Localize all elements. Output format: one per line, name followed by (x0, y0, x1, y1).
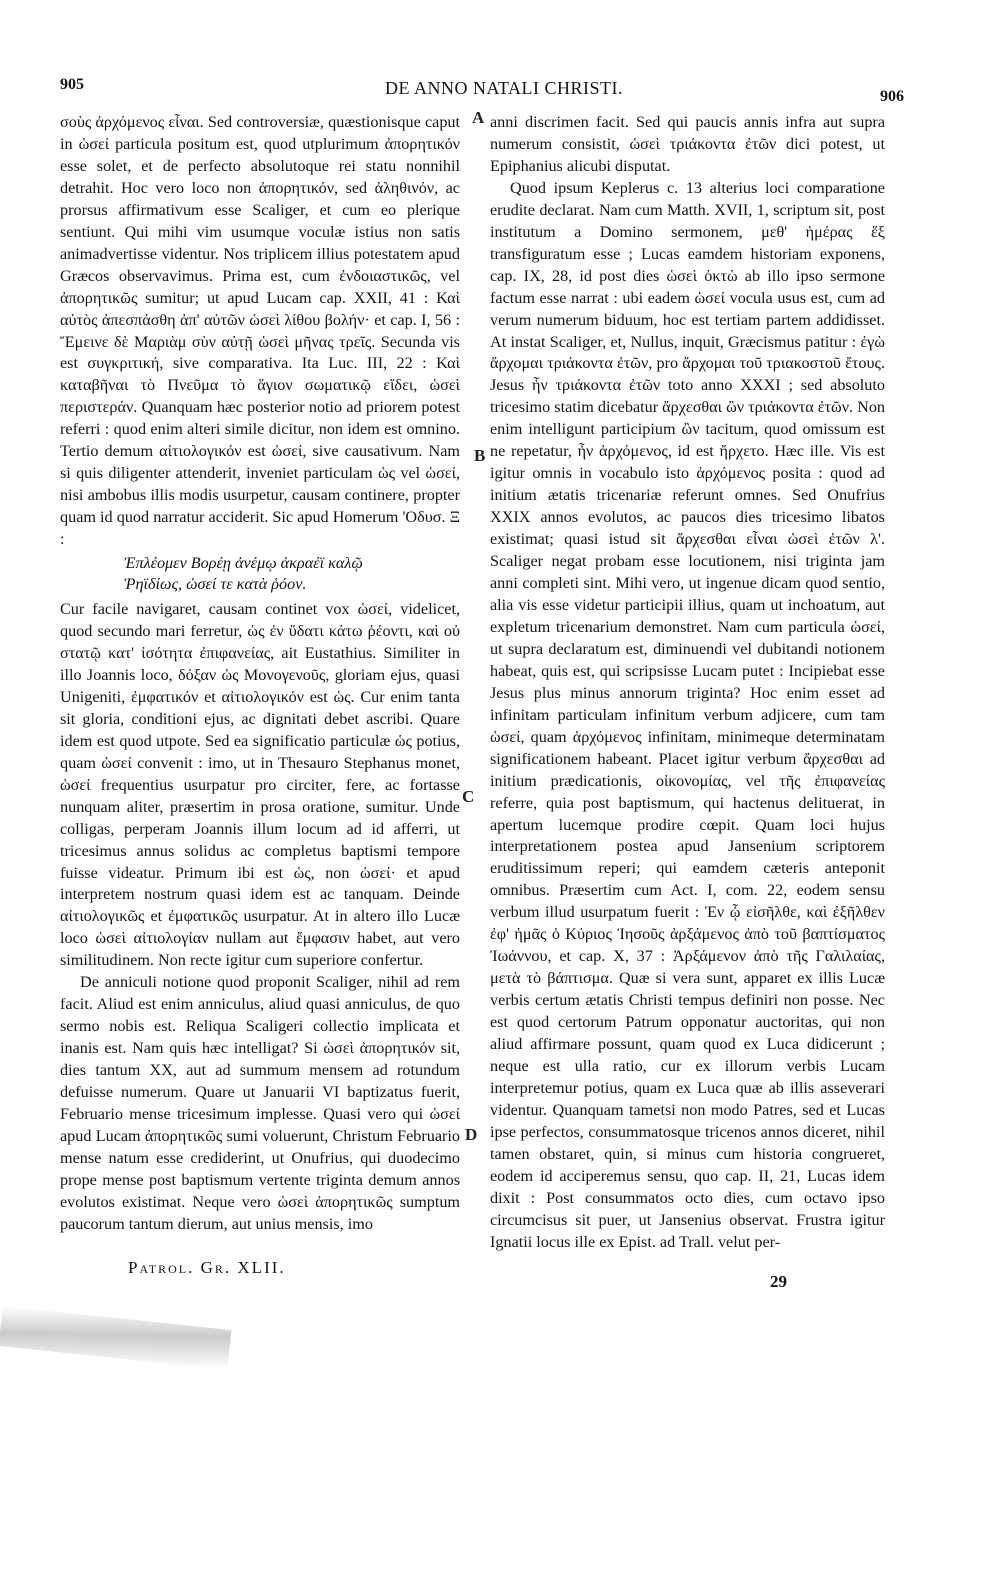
section-marker-b: B (474, 446, 486, 465)
section-marker-a: A (472, 108, 485, 127)
right-paragraph-1: anni discrimen facit. Sed qui paucis annis infra aut supra numerum consistit, ὡσεὶ τριάκοντα ἐτῶν dici potest, ut Epiphanius alicubi disputat. (490, 113, 885, 175)
footer-sheet-number: 29 (770, 1272, 787, 1291)
left-paragraph-1: σοὺς ἀρχόμενος εἶναι. Sed controversiæ, quæstionisque caput in ὡσεί particula positum est, quod utplurimum ἀπορητικόν esse solet, et de perfecto absolutoque rei statu nonnihil detrahit. Hoc vero loco non ἀπορητικόν, sed ἀληθινόν, ac prorsus affirmativum esse Scaliger, et cum eo plerique sentiunt. Qui mihi vim usumque voculæ istius non satis animadvertisse videntur. Nos triplicem illius potestatem apud Græcos observavimus. Prima est, cum ἐνδοιαστικῶς, vel ἀπορητικῶς sumitur; ut apud Lucam cap. XXII, 41 : Καὶ αὐτὸς ἀπεσπάσθη ἀπ' αὐτῶν ὡσεὶ λίθου βολήν· et cap. I, 56 : Ἔμεινε δὲ Μαριὰμ σὺν αὐτῇ ὡσεὶ μῆνας τρεῖς. Secunda vis est συγκριτική, sive comparativa. Ita Luc. III, 22 : Καὶ καταβῆναι τὸ Πνεῦμα τὸ ἅγιον σωματικῷ εἴδει, ὡσεὶ περιστεράν. Quanquam hæc posterior notio ad priorem potest referri : quod enim alteri simile dicitur, non idem est omnino. Tertio demum αἰτιολογικόν est ὡσεί, sive causativum. Nam si quis diligenter attenderit, inveniet particulam ὡς vel ὡσεί, nisi ambobus illis modis usurpetur, causam continere, propter quam id quod narratur acciderit. Sic apud Homerum 'Οδυσ. Ξ : (60, 113, 460, 549)
page-number-left: 905 (60, 76, 84, 93)
running-title: DE ANNO NATALI CHRISTI. (384, 78, 624, 98)
section-marker-c: C (462, 787, 475, 806)
scan-smudge (0, 1306, 231, 1370)
left-paragraph-3: De anniculi notione quod proponit Scaliger, nihil ad rem facit. Aliud est enim anniculus, aliud quasi anniculus, de quo sermo nobis est. Reliqua Scaligeri collectio implicata et inanis est. Nam quis hæc intelligat? Si ὡσεὶ ἀπορητικόν sit, dies tantum XX, aut ad summum mensem ad rotundum defuisse numerum. Quare ut Januarii VI baptizatus fuerit, Februario mense tricesimum implesse. Quasi vero qui ὡσεί apud Lucam ἀπορητικῶς sumi voluerunt, Christum Februario mense natum esse crediderint, ut Onufrius, qui duodecimo prope mense post baptismum vertente triginta demum annos evolutos existimat. Neque vero ὡσεὶ ἀπορητικῶς sumptum paucorum tantum dierum, aut unius mensis, imo (60, 973, 460, 1233)
right-paragraph-2: Quod ipsum Keplerus c. 13 alterius loci comparatione erudite declarat. Nam cum Matth. XVII, 1, scriptum sit, post institutum a Domino sermonem, μεθ' ἡμέρας ἕξ transfiguratum esse ; Lucas eamdem historiam exponens, cap. IX, 28, id post dies ὡσεὶ ὀκτὼ ab illo ipso sermone factum esse narrat : ubi eadem ὡσεί vocula usus est, cum ad verum numerum biduum, hoc est tertiam partem addidisset. At instat Scaliger, et, Nullus, inquit, Græcismus patitur : ἐγὼ ἄρχομαι τριάκοντα ἐτῶν, pro ἄρχομαι τοῦ τριακοστοῦ ἔτους. Jesus ἦν τριάκοντα ἐτῶν toto anno XXXI ; sed absoluto tricesimo statim dicebatur ἄρχεσθαι ὢν τριάκοντα ἐτῶν. Non enim intelligunt participium ὢν tacitum, quod omissum est ne repetatur, ἦν ἀρχόμενος, id est ἤρχετο. Hæc ille. Vis est igitur omnis in vocabulo isto ἀρχόμενος posita : quod ad initium ætatis tricenariæ referunt omnes. Sed Onufrius XXIX annos evolutos, ac paucos dies tricesimo libatos existimat; quasi istud sit ἄρχεσθαι εἶναι ὡσεὶ ἐτῶν λ'. Scaliger negat probam esse locutionem, nisi triginta jam anni completi sint. Mihi vero, ut ingenue dicam quod sentio, alia vis esse videtur participii illius, quam ut inchoatum, aut expletum tricenarium demonstret. Nam cum particula ὡσεί, ut supra declaratum est, diminuendi vel dubitandi notionem habeat, quis est, qui scripsisse Lucam putet : Incipiebat esse Jesus plus minus annorum triginta? Hoc enim esset ad infinitam particulam infinitum verbum adjicere, cum tam ὡσεί, quam ἀρχόμενος infinitam, minimeque determinatam significationem habeant. Placet igitur verbum ἄρχεσθαι ad initium prædicationis, οἰκονομίας, vel τῆς ἐπιφανείας referre, quia post baptismum, qui hactenus delituerat, in apertum lucemque prodire cœpit. Quam loci hujus interpretationem postea apud Jansenium scriptorem eruditissimum reperi; qui eamdem cæteris anteponit omnibus. Præsertim cum Act. I, com. 22, eodem sensu verbum illud usurpatum fuerit : Ἐν ᾧ εἰσῆλθε, καὶ ἐξῆλθεν ἐφ' ἡμᾶς ὁ Κύριος Ἰησοῦς ἀρξάμενος ἀπὸ τοῦ βαπτίσματος Ἰωάννου, et cap. X, 37 : Ἀρξάμενον ἀπὸ τῆς Γαλιλαίας, μετὰ τὸ βάπτισμα. Quæ si vera sunt, apparet ex illis Lucæ verbis certum ætatis Christi tempus definiri non posse. Nec est quod certorum Patrum opponatur auctoritas, qui non aliud affirmare possunt, quam quod ex Luca didicerunt ; neque est ulla ratio, cur ex illorum verbis Lucam interpretemur potius, quam ex Luca quæ ab illis asseverari videntur. Quanquam tametsi non modo Patres, sed et Lucas ipse perfectos, consummatosque tricenos annos diceret, nihil tamen obstaret, quin, si minus cum historia congrueret, eodem id acciperemus sensu, quo cap. II, 21, Lucas idem dixit : Post consummatos octo dies, cum octavo ipso circumcisus sit puer, ut Jansenius observat. Frustra igitur Ignatii locus ille ex Epist. ad Trall. velut per- (490, 178, 886, 1251)
homer-quotation (60, 553, 460, 595)
footer-signature: Patrol. Gr. XLII. (128, 1258, 286, 1277)
section-marker-d: D (465, 1125, 478, 1144)
verse-line-2: Ῥηϊδίως, ὡσεί τε κατὰ ῥόον. (124, 575, 307, 594)
left-paragraph-2: Cur facile navigaret, causam continet vox ὡσεί, videlicet, quod secundo mari ferretur, ὡς ἐν ὕδατι κάτω ῥέοντι, καὶ οὐ στατῷ κατ' ἰσότητα ἐπιφανείας, ait Eustathius. Similiter in illo Joannis loco, δόξαν ὡς Μονογενοῦς, gloriam ejus, quasi Unigeniti, ἐμφατικόν et αἰτιολογικόν est ὡς. Cur enim tanta sit gloria, conditioni ejus, ac dignitati debet ascribi. Quare idem est quod utpote. Sed ea significatio particulæ ὡς potius, quam ὡσεί convenit : imo, ut in Thesauro Stephanus monet, ὡσεί frequentius usurpatur pro circiter, fere, ac fortasse nunquam aliter, præsertim in prosa oratione, sumitur. Unde colligas, perperam Joannis illum locum ad id afferri, ut tricesimus annus solidus ac completus baptismi tempore fuisse videatur. Primum ibi est ὡς, non ὡσεί· et apud interpretem nostrum quasi idem est ac tanquam. Deinde αἰτιολογικῶς et ἐμφατικῶς usurpatur. At in altero illo Lucæ loco ὡσεὶ αἰτιολογίαν nullam aut ἔμφασιν habet, aut vero similitudinem. Non recte igitur cum superiore confertur. (60, 600, 460, 970)
left-column (60, 112, 460, 1236)
right-column (490, 112, 885, 1254)
running-header (0, 70, 1008, 110)
page-number-right: 906 (880, 88, 904, 105)
verse-line-1: Ἐπλέομεν Βορέῃ ἀνέμῳ ἀκραέϊ καλῷ (124, 554, 363, 573)
